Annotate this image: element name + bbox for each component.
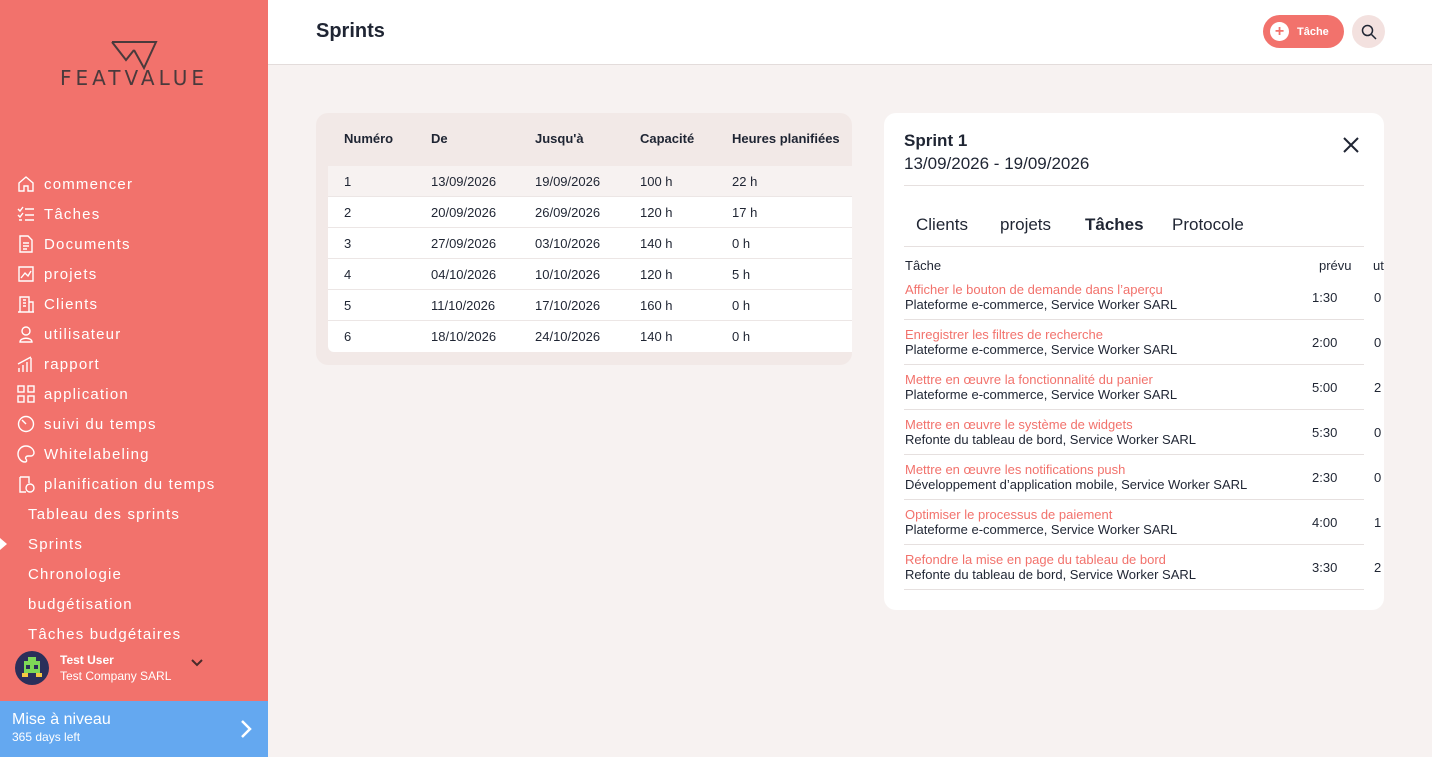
- table-cell: 11/10/2026: [431, 298, 496, 313]
- table-cell: 5 h: [732, 267, 751, 282]
- divider: [904, 185, 1364, 186]
- sprint-title: Sprint 1: [904, 131, 968, 150]
- table-cell: 100 h: [640, 174, 673, 189]
- tab-projets[interactable]: projets: [1000, 215, 1052, 234]
- task-title[interactable]: Mettre en œuvre le système de widgets: [905, 417, 1133, 432]
- sidebar-subitem-label: budgétisation: [28, 595, 133, 613]
- sidebar-item-clients[interactable]: [0, 289, 268, 319]
- plus-icon: +: [1270, 22, 1289, 41]
- list-item[interactable]: [904, 320, 1382, 365]
- column-header[interactable]: Numéro: [344, 131, 394, 146]
- table-cell: 140 h: [640, 236, 673, 251]
- table-cell: 17/10/2026: [535, 298, 601, 313]
- clipboard-clock-icon: [17, 475, 35, 493]
- sidebar-item-utilisateur[interactable]: [0, 319, 268, 349]
- search-icon: [1361, 24, 1377, 40]
- table-cell: 120 h: [640, 267, 673, 282]
- sidebar-subitem-label: Chronologie: [28, 565, 123, 583]
- column-header-task: Tâche: [905, 258, 942, 273]
- document-icon: [17, 235, 35, 253]
- task-planned: 2:00: [1312, 335, 1338, 350]
- task-project: Plateforme e-commerce, Service Worker SARL: [905, 522, 1178, 537]
- table-cell: 24/10/2026: [535, 329, 601, 344]
- avatar-icon: [20, 657, 44, 679]
- task-used: 0: [1374, 470, 1382, 485]
- sidebar-item-documents[interactable]: [0, 229, 268, 259]
- table-cell: 5: [344, 298, 352, 313]
- sidebar-subitem-tableau-des-sprints[interactable]: [0, 499, 268, 529]
- sidebar-item-rapport[interactable]: [0, 349, 268, 379]
- table-row[interactable]: [328, 228, 852, 259]
- chevron-down-icon[interactable]: [191, 659, 203, 667]
- sidebar-item-whitelabeling[interactable]: [0, 439, 268, 469]
- table-cell: 17 h: [732, 205, 758, 220]
- sidebar-item-label: projets: [44, 265, 98, 283]
- table-cell: 19/09/2026: [535, 174, 601, 189]
- user-menu[interactable]: [15, 651, 171, 685]
- sidebar-item-label: Whitelabeling: [44, 445, 150, 463]
- task-project: Plateforme e-commerce, Service Worker SARL: [905, 297, 1178, 312]
- task-planned: 2:30: [1312, 470, 1338, 485]
- upgrade-title: Mise à niveau: [12, 711, 111, 728]
- task-planned: 4:00: [1312, 515, 1338, 530]
- column-header[interactable]: Jusqu'à: [535, 131, 584, 146]
- sprint-dates: 13/09/2026 - 19/09/2026: [904, 154, 1090, 173]
- list-item[interactable]: [904, 545, 1382, 590]
- task-project: Refonte du tableau de bord, Service Worker SARL: [905, 432, 1196, 447]
- add-task-button[interactable]: [1263, 15, 1344, 48]
- sprints-table: [316, 113, 852, 365]
- divider: [904, 246, 1364, 247]
- column-header[interactable]: De: [431, 131, 448, 146]
- close-icon[interactable]: [1342, 136, 1360, 154]
- column-header[interactable]: Heures planifiées: [732, 131, 840, 146]
- user-name: Test User: [60, 653, 114, 667]
- sidebar-item-suivi-du-temps[interactable]: [0, 409, 268, 439]
- table-cell: 04/10/2026: [431, 267, 497, 282]
- table-header: [316, 131, 852, 155]
- task-used: 0: [1374, 335, 1382, 350]
- table-row[interactable]: [328, 321, 852, 352]
- task-planned: 5:30: [1312, 425, 1338, 440]
- table-cell: 3: [344, 236, 352, 251]
- sidebar-subitem-budgetisation[interactable]: [0, 589, 268, 619]
- task-planned: 3:30: [1312, 560, 1338, 575]
- table-row[interactable]: [328, 259, 852, 290]
- column-header-planned: prévu: [1319, 258, 1352, 273]
- table-cell: 4: [344, 267, 352, 282]
- palette-icon: [17, 445, 35, 463]
- table-cell: 160 h: [640, 298, 673, 313]
- sprint-detail-panel: [884, 113, 1384, 610]
- table-cell: 03/10/2026: [535, 236, 601, 251]
- apps-icon: [17, 385, 35, 403]
- table-cell: 26/09/2026: [535, 205, 601, 220]
- sidebar-subitem-taches-budgetaires[interactable]: [0, 619, 268, 649]
- task-project: Refonte du tableau de bord, Service Worker SARL: [905, 567, 1196, 582]
- sidebar-item-label: Clients: [44, 295, 99, 313]
- list-item[interactable]: [904, 410, 1382, 455]
- column-header[interactable]: Capacité: [640, 131, 695, 146]
- table-row[interactable]: [328, 166, 852, 197]
- task-title[interactable]: Afficher le bouton de demande dans l’aperçu: [905, 282, 1163, 297]
- sidebar-item-label: application: [44, 385, 129, 403]
- user-company: Test Company SARL: [60, 669, 172, 683]
- task-title[interactable]: Optimiser le processus de paiement: [905, 507, 1113, 522]
- list-item[interactable]: [904, 275, 1382, 320]
- sidebar-subitem-label: Sprints: [28, 535, 84, 553]
- table-row[interactable]: [328, 290, 852, 321]
- task-title[interactable]: Mettre en œuvre les notifications push: [905, 462, 1126, 477]
- header: [268, 0, 1432, 65]
- task-planned: 1:30: [1312, 290, 1338, 305]
- sidebar-subitem-label: Tâches budgétaires: [28, 625, 182, 643]
- table-cell: 140 h: [640, 329, 673, 344]
- user-icon: [17, 325, 35, 343]
- list-item[interactable]: [904, 500, 1382, 545]
- logo-text: FEATVALUE: [60, 66, 208, 90]
- sidebar-item-label: utilisateur: [44, 325, 122, 343]
- table-cell: 0 h: [732, 298, 751, 313]
- list-item[interactable]: [904, 365, 1382, 410]
- table-body: [328, 166, 852, 352]
- table-cell: 18/10/2026: [431, 329, 497, 344]
- table-cell: 13/09/2026: [431, 174, 497, 189]
- task-title[interactable]: Refondre la mise en page du tableau de bord: [905, 552, 1166, 567]
- tab-clients[interactable]: Clients: [916, 215, 968, 234]
- table-cell: 1: [344, 174, 352, 189]
- sidebar: [0, 0, 268, 757]
- sidebar-item-label: commencer: [44, 175, 134, 193]
- sidebar-subitem-chronologie[interactable]: [0, 559, 268, 589]
- bars-icon: [17, 355, 35, 373]
- task-used: 0: [1374, 290, 1382, 305]
- add-task-label: Tâche: [1297, 25, 1329, 38]
- tab-taches[interactable]: Tâches: [1085, 215, 1144, 234]
- upgrade-banner[interactable]: [0, 701, 268, 757]
- chevron-right-icon: [240, 719, 252, 739]
- sidebar-nav: [0, 169, 268, 649]
- task-title[interactable]: Mettre en œuvre la fonctionnalité du panier: [905, 372, 1153, 387]
- table-cell: 0 h: [732, 329, 751, 344]
- search-button[interactable]: [1352, 15, 1385, 48]
- table-row[interactable]: [328, 197, 852, 228]
- sidebar-item-label: rapport: [44, 355, 100, 373]
- timer-icon: [17, 415, 35, 433]
- sidebar-item-label: Tâches: [44, 205, 101, 223]
- table-cell: 120 h: [640, 205, 673, 220]
- sidebar-subitem-label: Tableau des sprints: [28, 505, 181, 523]
- task-project: Plateforme e-commerce, Service Worker SARL: [905, 342, 1178, 357]
- page-title: Sprints: [316, 20, 385, 42]
- sidebar-item-label: Documents: [44, 235, 131, 253]
- list-item[interactable]: [904, 455, 1382, 500]
- sidebar-item-commencer[interactable]: [0, 169, 268, 199]
- chart-icon: [17, 265, 35, 283]
- task-used: 2: [1374, 380, 1382, 395]
- sidebar-item-taches[interactable]: [0, 199, 268, 229]
- task-project: Développement d’application mobile, Service Worker SARL: [905, 477, 1248, 492]
- table-cell: 0 h: [732, 236, 751, 251]
- logo[interactable]: [48, 40, 220, 90]
- column-header-used: ut: [1373, 258, 1384, 273]
- sidebar-item-planification[interactable]: [0, 469, 268, 499]
- tab-protocole[interactable]: Protocole: [1172, 215, 1244, 234]
- task-used: 2: [1374, 560, 1382, 575]
- task-title[interactable]: Enregistrer les filtres de recherche: [905, 327, 1103, 342]
- table-cell: 6: [344, 329, 352, 344]
- sidebar-item-projets[interactable]: [0, 259, 268, 289]
- table-cell: 10/10/2026: [535, 267, 601, 282]
- sidebar-item-label: planification du temps: [44, 475, 216, 493]
- upgrade-subtitle: 365 days left: [12, 730, 81, 744]
- checklist-icon: [17, 205, 35, 223]
- building-icon: [17, 295, 35, 313]
- table-cell: 20/09/2026: [431, 205, 497, 220]
- sidebar-item-label: suivi du temps: [44, 415, 157, 433]
- sidebar-item-application[interactable]: [0, 379, 268, 409]
- task-project: Plateforme e-commerce, Service Worker SARL: [905, 387, 1178, 402]
- task-used: 1: [1374, 515, 1382, 530]
- home-icon: [17, 175, 35, 193]
- task-planned: 5:00: [1312, 380, 1338, 395]
- table-cell: 27/09/2026: [431, 236, 497, 251]
- sidebar-subitem-sprints[interactable]: [0, 529, 268, 559]
- table-cell: 2: [344, 205, 352, 220]
- avatar: [15, 651, 49, 685]
- task-list: [904, 275, 1384, 590]
- task-used: 0: [1374, 425, 1382, 440]
- table-cell: 22 h: [732, 174, 758, 189]
